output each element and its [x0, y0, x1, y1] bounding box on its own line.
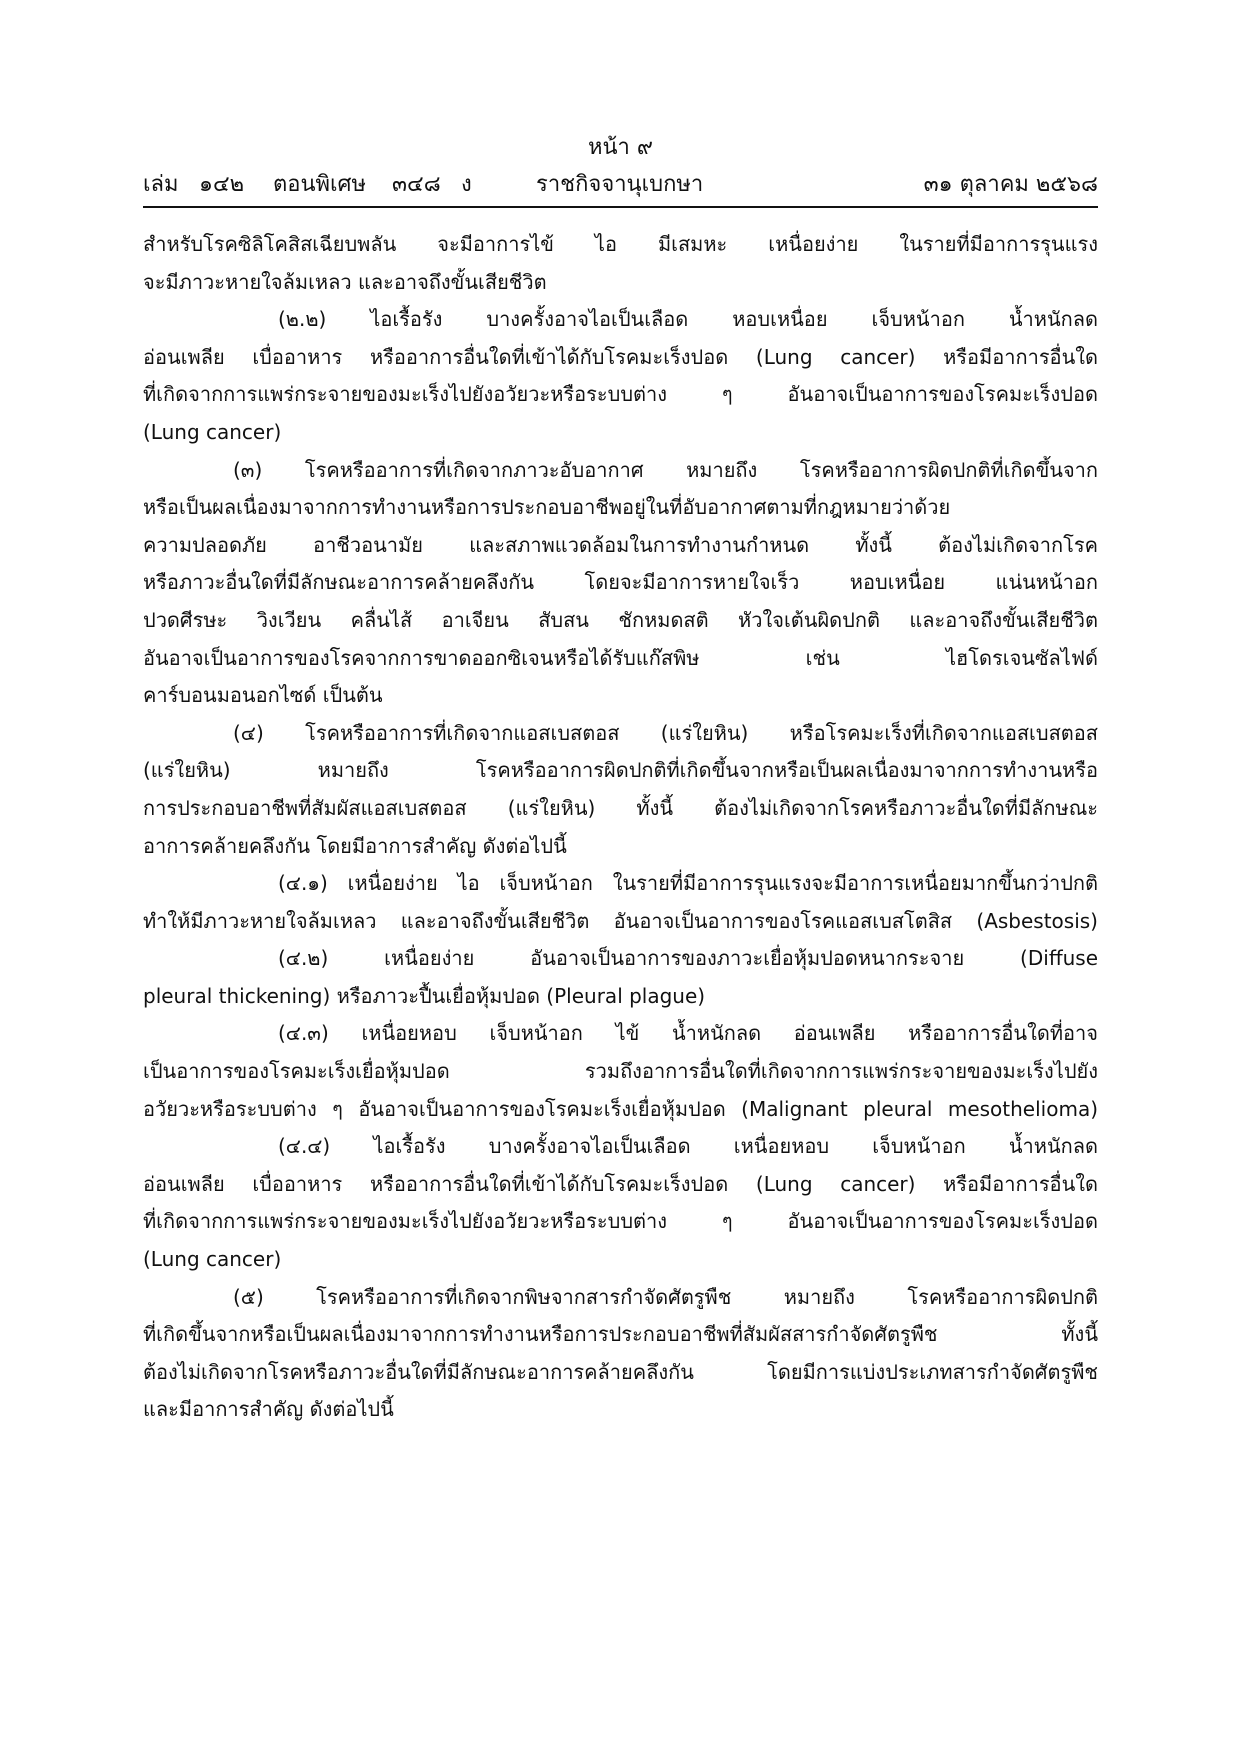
text-line: pleural thickening) หรือภาวะปื้นเยื่อหุ้มปอด (Pleural plague): [143, 983, 706, 1008]
text-line: (๒.๒) ไอเรื้อรัง บางครั้งอาจไอเป็นเลือด หอบเหนื่อย เจ็บหน้าอก น้ำหนักลด: [278, 307, 1098, 332]
text-line: อันอาจเป็นอาการของโรคจากการขาดออกซิเจนหรือได้รับแก๊สพิษ เช่น ไฮโดรเจนซัลไฟด์: [143, 645, 1098, 670]
text-line: ต้องไม่เกิดจากโรคหรือภาวะอื่นใดที่มีลักษณะอาการคล้ายคลึงกัน โดยมีการแบ่งประเภทสารกำจัดศัตรูพืช: [143, 1359, 1098, 1384]
text-line: ที่เกิดจากการแพร่กระจายของมะเร็งไปยังอวัยวะหรือระบบต่าง ๆ อันอาจเป็นอาการของโรคมะเร็งปอด: [143, 1209, 1098, 1234]
issue-suffix: ง: [461, 172, 472, 197]
text-line: (๔.๔) ไอเรื้อรัง บางครั้งอาจไอเป็นเลือด เหนื่อยหอบ เจ็บหน้าอก น้ำหนักลด: [278, 1134, 1098, 1159]
text-line: คาร์บอนมอนอกไซด์ เป็นต้น: [143, 683, 383, 708]
issue-label: ตอนพิเศษ: [273, 172, 367, 197]
text-line: อ่อนเพลีย เบื่ออาหาร หรืออาการอื่นใดที่เข้าได้กับโรคมะเร็งปอด (Lung cancer) หรือมีอาการอื่นใด: [143, 1171, 1098, 1196]
text-line: (๕) โรคหรืออาการที่เกิดจากพิษจากสารกำจัดศัตรูพืช หมายถึง โรคหรืออาการผิดปกติ: [233, 1284, 1098, 1309]
gazette-name: ราชกิจจานุเบกษา: [536, 172, 704, 197]
text-line: สำหรับโรคซิลิโคสิสเฉียบพลัน จะมีอาการไข้ ไอ มีเสมหะ เหนื่อยง่าย ในรายที่มีอาการรุนแรง: [143, 232, 1098, 256]
text-line: (แร่ใยหิน) หมายถึง โรคหรืออาการผิดปกติที่เกิดขึ้นจากหรือเป็นผลเนื่องมาจากการทำงานหรือ: [143, 758, 1098, 783]
text-line: อวัยวะหรือระบบต่าง ๆ อันอาจเป็นอาการของโรคมะเร็งเยื่อหุ้มปอด (Malignant pleural mesothelioma): [143, 1096, 1098, 1121]
text-line: และมีอาการสำคัญ ดังต่อไปนี้: [143, 1397, 394, 1422]
text-line: อ่อนเพลีย เบื่ออาหาร หรืออาการอื่นใดที่เข้าได้กับโรคมะเร็งปอด (Lung cancer) หรือมีอาการอื่นใด: [143, 344, 1098, 369]
text-line: หรือภาวะอื่นใดที่มีลักษณะอาการคล้ายคลึงกัน โดยจะมีอาการหายใจเร็ว หอบเหนื่อย แน่นหน้าอก: [143, 570, 1098, 595]
volume-label: เล่ม: [143, 172, 179, 197]
text-line: เป็นอาการของโรคมะเร็งเยื่อหุ้มปอด รวมถึงอาการอื่นใดที่เกิดจากการแพร่กระจายของมะเร็งไปยัง: [143, 1059, 1098, 1084]
text-line: จะมีภาวะหายใจล้มเหลว และอาจถึงขั้นเสียชีวิต: [143, 269, 547, 294]
text-line: (๔.๓) เหนื่อยหอบ เจ็บหน้าอก ไข้ น้ำหนักลด อ่อนเพลีย หรืออาการอื่นใดที่อาจ: [278, 1021, 1098, 1046]
issue-number: ๓๔๘: [392, 172, 441, 197]
text-line: (๓) โรคหรืออาการที่เกิดจากภาวะอับอากาศ หมายถึง โรคหรืออาการผิดปกติที่เกิดขึ้นจาก: [233, 457, 1098, 482]
text-line: อาการคล้ายคลึงกัน โดยมีอาการสำคัญ ดังต่อไปนี้: [143, 833, 567, 858]
text-line: หรือเป็นผลเนื่องมาจากการทำงานหรือการประกอบอาชีพอยู่ในที่อับอากาศตามที่กฎหมายว่าด้วย: [143, 495, 951, 520]
gazette-header: [143, 170, 1098, 200]
text-line: (๔) โรคหรืออาการที่เกิดจากแอสเบสตอส (แร่ใยหิน) หรือโรคมะเร็งที่เกิดจากแอสเบสตอส: [233, 720, 1098, 745]
text-line: (Lung cancer): [143, 419, 282, 444]
text-line: (๔.๑) เหนื่อยง่าย ไอ เจ็บหน้าอก ในรายที่มีอาการรุนแรงจะมีอาการเหนื่อยมากขึ้นกว่าปกติ: [278, 871, 1098, 896]
text-line: (๔.๒) เหนื่อยง่าย อันอาจเป็นอาการของภาวะเยื่อหุ้มปอดหนากระจาย (Diffuse: [278, 946, 1098, 971]
text-line: ปวดศีรษะ วิงเวียน คลื่นไส้ อาเจียน สับสน ชักหมดสติ หัวใจเต้นผิดปกติ และอาจถึงขั้นเสียชีวิต: [143, 607, 1098, 632]
text-line: (Lung cancer): [143, 1247, 282, 1272]
text-line: ความปลอดภัย อาชีวอนามัย และสภาพแวดล้อมในการทำงานกำหนด ทั้งนี้ ต้องไม่เกิดจากโรค: [143, 532, 1098, 557]
text-line: ที่เกิดขึ้นจากหรือเป็นผลเนื่องมาจากการทำงานหรือการประกอบอาชีพที่สัมผัสสารกำจัดศัตรูพืช ทั้งนี้: [143, 1322, 1098, 1347]
publication-date: ๓๑ ตุลาคม ๒๕๖๘: [923, 172, 1098, 197]
volume-number: ๑๔๒: [199, 172, 245, 197]
header-divider: [143, 206, 1098, 208]
text-line: ทำให้มีภาวะหายใจล้มเหลว และอาจถึงขั้นเสียชีวิต อันอาจเป็นอาการของโรคแอสเบสโตสิส (Asbestosis): [143, 908, 1098, 933]
text-line: การประกอบอาชีพที่สัมผัสแอสเบสตอส (แร่ใยหิน) ทั้งนี้ ต้องไม่เกิดจากโรคหรือภาวะอื่นใดที่มีลักษณะ: [143, 795, 1098, 820]
page-number: หน้า ๙: [587, 135, 653, 160]
text-line: ที่เกิดจากการแพร่กระจายของมะเร็งไปยังอวัยวะหรือระบบต่าง ๆ อันอาจเป็นอาการของโรคมะเร็งปอด: [143, 382, 1098, 407]
document-body: [143, 226, 1098, 1429]
